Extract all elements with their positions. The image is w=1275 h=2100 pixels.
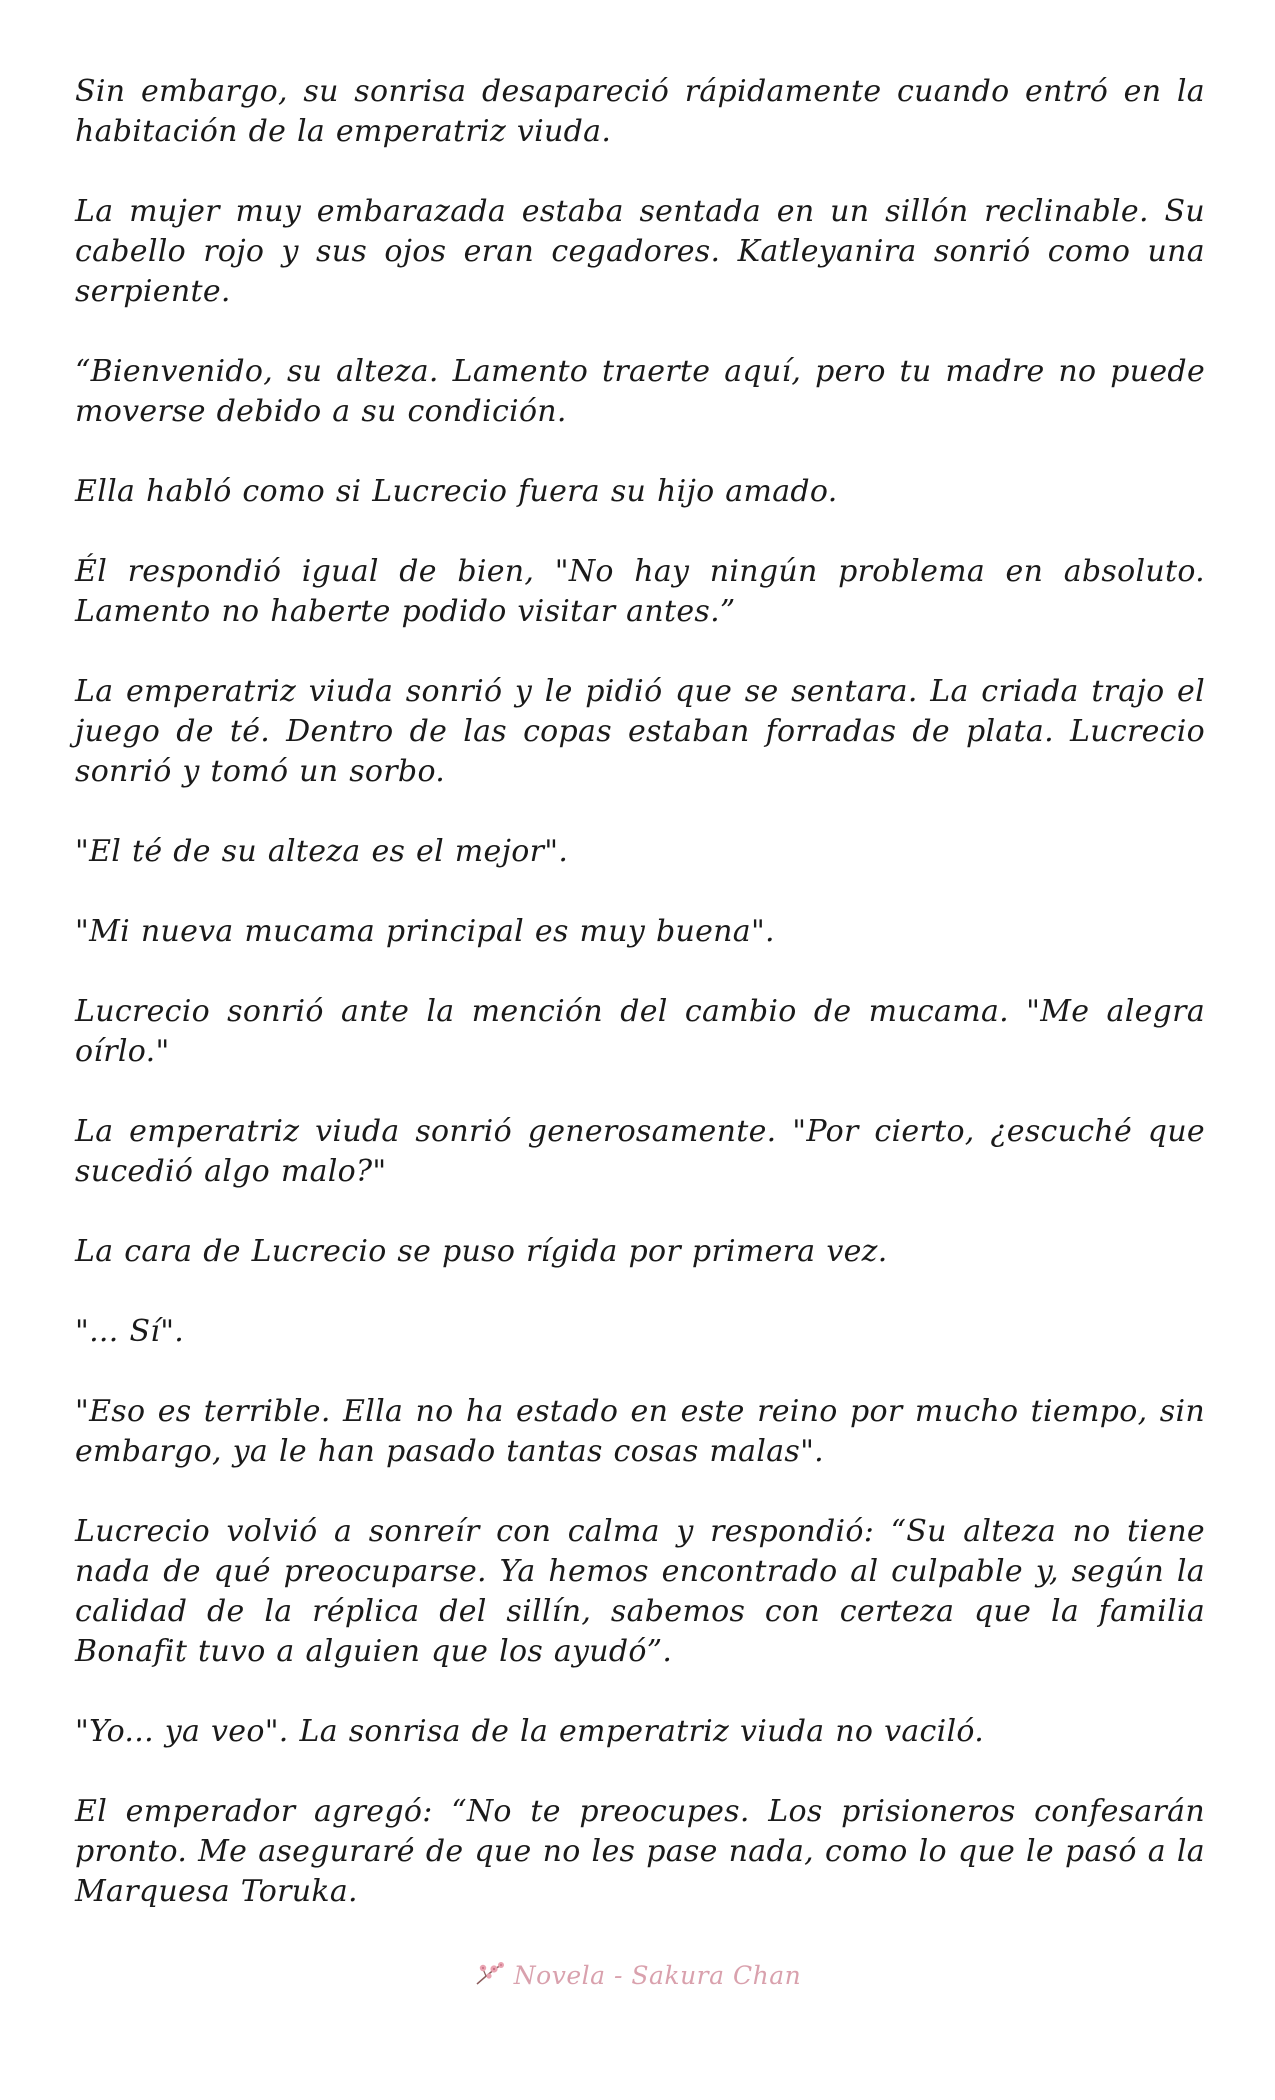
watermark	[474, 1960, 801, 1990]
paragraph: Lucrecio sonrió ante la mención del cambio de mucama. "Me alegra oírlo."	[75, 994, 1205, 1069]
paragraph: La cara de Lucrecio se puso rígida por primera vez.	[75, 1234, 888, 1269]
paragraph: "Eso es terrible. Ella no ha estado en este reino por mucho tiempo, sin embargo, ya le han pasado tantas cosas malas".	[75, 1394, 1205, 1469]
paragraph: La mujer muy embarazada estaba sentada en un sillón reclinable. Su cabello rojo y sus ojos eran cegadores. Katleyanira sonrió como una serpiente.	[75, 194, 1205, 309]
paragraph: Él respondió igual de bien, "No hay ningún problema en absoluto. Lamento no haberte podido visitar antes.”	[75, 554, 1205, 629]
footer-watermark	[0, 1960, 1275, 2000]
document-body	[75, 72, 1205, 1952]
paragraph: "Mi nueva mucama principal es muy buena".	[75, 914, 775, 949]
watermark-text: Novela - Sakura Chan	[513, 1960, 802, 1990]
cherry-blossom-icon	[474, 1960, 508, 1990]
paragraph: "Yo... ya veo". La sonrisa de la emperatriz viuda no vaciló.	[75, 1714, 985, 1749]
paragraph: “Bienvenido, su alteza. Lamento traerte aquí, pero tu madre no puede moverse debido a su condición.	[75, 354, 1205, 429]
paragraph: El emperador agregó: “No te preocupes. Los prisioneros confesarán pronto. Me aseguraré de que no les pase nada, como lo que le pasó a la Marquesa Toruka.	[75, 1794, 1205, 1909]
paragraph: Sin embargo, su sonrisa desapareció rápidamente cuando entró en la habitación de la emperatriz viuda.	[75, 74, 1205, 149]
paragraph: La emperatriz viuda sonrió generosamente. "Por cierto, ¿escuché que sucedió algo malo?"	[75, 1114, 1205, 1189]
paragraph: "El té de su alteza es el mejor".	[75, 834, 569, 869]
paragraph: "... Sí".	[75, 1314, 185, 1349]
paragraph: Ella habló como si Lucrecio fuera su hijo amado.	[75, 474, 838, 509]
paragraph: La emperatriz viuda sonrió y le pidió que se sentara. La criada trajo el juego de té. Dentro de las copas estaban forradas de plata. Lucrecio sonrió y tomó un sorbo.	[75, 674, 1205, 789]
paragraph: Lucrecio volvió a sonreír con calma y respondió: “Su alteza no tiene nada de qué preocuparse. Ya hemos encontrado al culpable y, según la calidad de la réplica del sillín, sabemos con certeza que la familia Bonafit tuvo a alguien que los ayudó”.	[75, 1514, 1205, 1669]
